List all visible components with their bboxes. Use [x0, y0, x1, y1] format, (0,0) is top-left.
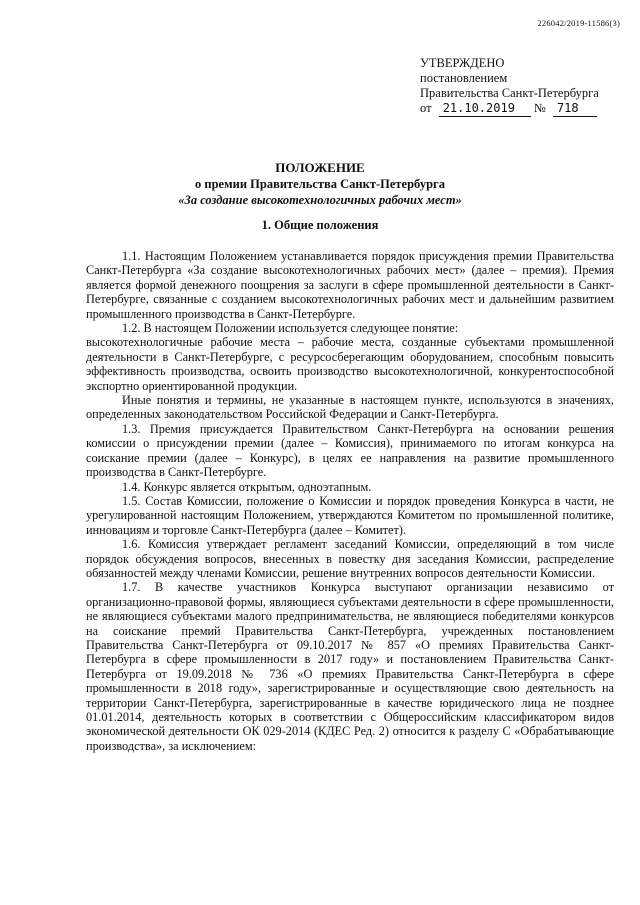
- approval-line2: постановлением: [420, 71, 508, 85]
- title-line2: о премии Правительства Санкт-Петербурга: [195, 177, 445, 191]
- approval-date-line: [420, 101, 620, 117]
- section-title: 1. Общие положения: [261, 218, 379, 232]
- document-title: [90, 160, 550, 208]
- paragraph: 1.4. Конкурс является открытым, одноэтапным.: [122, 479, 372, 494]
- title-line3: «За создание высокотехнологичных рабочих мест»: [178, 193, 462, 207]
- number-label: №: [533, 101, 546, 115]
- approval-number: 718: [553, 101, 597, 117]
- document-number: 226042/2019-11586(3): [537, 18, 620, 28]
- paragraph: 1.6. Комиссия утверждает регламент заседаний Комиссии, определяющий в том числе порядок обсуждения вопросов, внесенных в повестку дня заседания Комиссии, распределение обязанностей между членами Комиссии, решение внутренних вопросов деятельности Комиссии.: [86, 537, 614, 580]
- paragraph: 1.3. Премия присуждается Правительством Санкт-Петербурга на основании решения комиссии о присуждении премии (далее – Комиссия), принимаемого по итогам конкурса на соискание премии (далее – Конкурс), в целях ее направления на развитие промышленного производства в Санкт-Петербурге.: [86, 421, 614, 480]
- paragraph: 1.2. В настоящем Положении используется следующее понятие:: [122, 321, 459, 336]
- title-line1: ПОЛОЖЕНИЕ: [275, 160, 365, 175]
- approval-date: 21.10.2019: [439, 101, 531, 117]
- paragraph: 1.7. В качестве участников Конкурса выступают организации независимо от организационно-правовой формы, являющиеся субъектами деятельности в сфере промышленности, не являющиеся субъектами малого предпринимательства, не являющиеся победителями конкурсов на соискание премий Правительства Санкт-Петербурга, учрежденных постановлением Правительства Санкт-Петербурга от 09.10.2017 № 857 «О премиях Правительства Санкт-Петербурга в сфере промышленности в 2017 году» и постановлением Правительства Санкт-Петербурга от 19.09.2018 № 736 «О премиях Правительства Санкт-Петербурга в сфере промышленности в 2018 году», зарегистрированные и осуществляющие свою деятельность на территории Санкт-Петербурга, зарегистрированные в качестве юридического лица не позднее 01.01.2014, деятельность которых в соответствии с Общероссийским классификатором видов экономической деятельности ОК 029-2014 (КДЕС Ред. 2) относится к разделу С «Обрабатывающие производства», за исключением:: [86, 580, 614, 753]
- paragraph: 1.1. Настоящим Положением устанавливается порядок присуждения премии Правительства Санкт-Петербурга «За создание высокотехнологичных рабочих мест» (далее – премия). Премия является формой денежного поощрения за заслуги в сфере промышленной деятельности в Санкт-Петербурге, связанные с созданием высокотехнологичных рабочих мест и дальнейшим развитием промышленного производства в Санкт-Петербурге.: [86, 249, 614, 321]
- from-label: от: [420, 101, 432, 115]
- paragraph: 1.5. Состав Комиссии, положение о Комиссии и порядок проведения Конкурса в части, не урегулированной настоящим Положением, утверждаются Комитетом по промышленной политике, инновациям и торговле Санкт-Петербурга (далее – Комитет).: [86, 493, 614, 537]
- paragraph: высокотехнологичные рабочие места – рабочие места, созданные субъектами промышленной деятельности в Санкт-Петербурге, с ресурсосберегающим оборудованием, способным повысить эффективность производства, освоить производство высокотехнологичной, конкурентоспособной экспортно ориентированной продукции.: [86, 335, 614, 393]
- approval-stamp: [420, 56, 620, 117]
- approval-line1: УТВЕРЖДЕНО: [420, 56, 505, 70]
- paragraph: Иные понятия и термины, не указанные в настоящем пункте, используются в значениях, определенных законодательством Российской Федерации и Санкт-Петербурга.: [86, 393, 614, 422]
- document-body: [86, 249, 614, 753]
- approval-line3: Правительства Санкт-Петербурга: [420, 86, 599, 100]
